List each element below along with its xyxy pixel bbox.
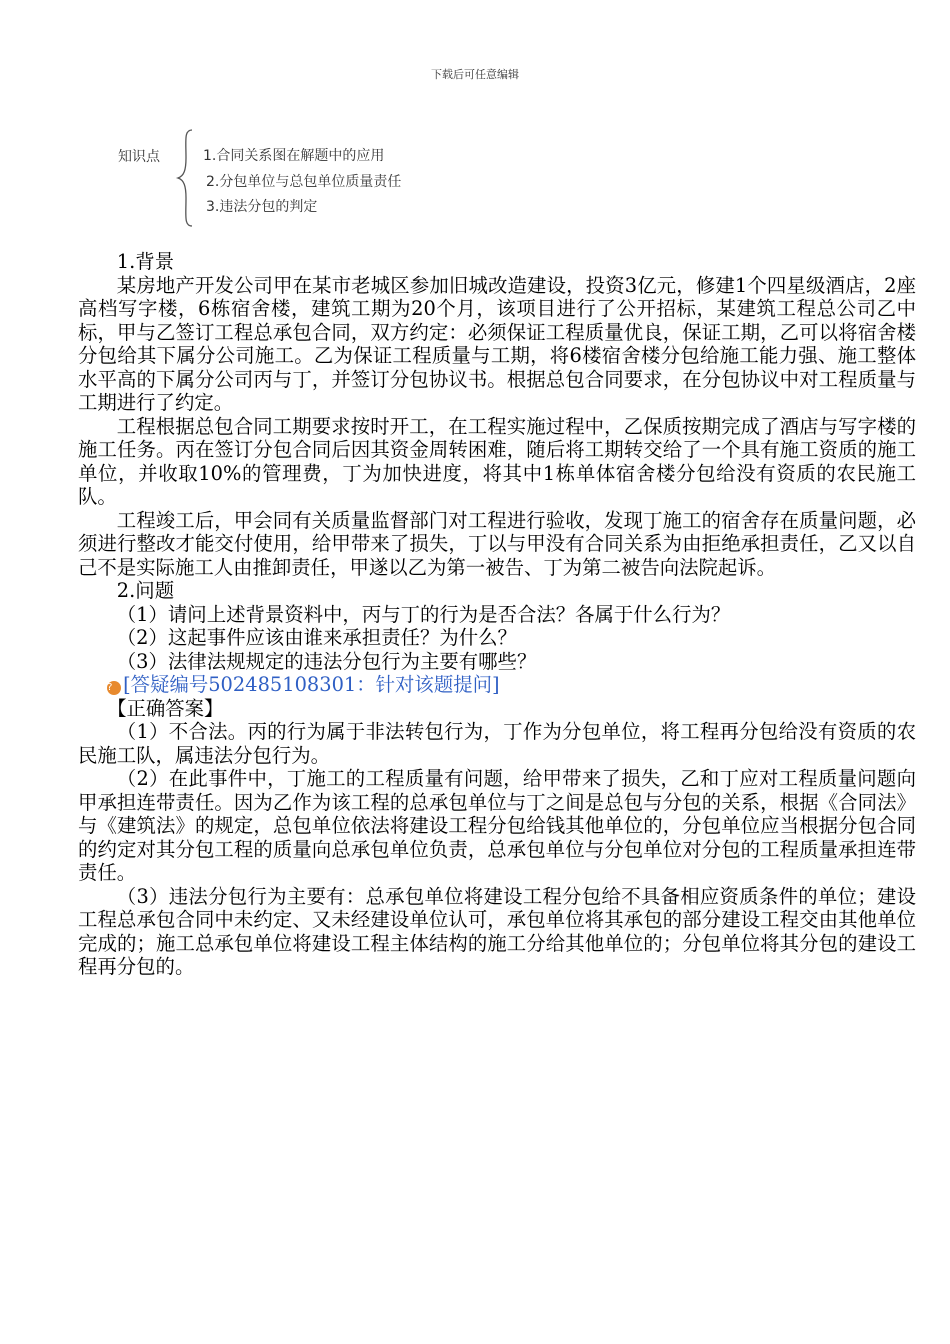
background-paragraph: 工程根据总包合同工期要求按时开工，在工程实施过程中，乙保质按期完成了酒店与写字楼的施工任务。丙在签订分包合同后因其资金周转困难，随后将工期转交给了一个具有施工资质的施工单位，并收取10%的管理费，丁为加快进度，将其中1栋单体宿舍楼分包给没有资质的农民施工队。 — [78, 414, 916, 508]
background-heading: 1.背景 — [116, 250, 175, 273]
knowledge-point-item: 3.违法分包的判定 — [206, 199, 318, 215]
background-paragraph: 工程竣工后，甲会同有关质量监督部门对工程进行验收，发现丁施工的宿舍存在质量问题，必须进行整改才能交付使用，给甲带来了损失，丁以与甲没有合同关系为由拒绝承担责任，乙又以自己不是实际施工人由推卸责任，甲遂以乙为第一被告、丁为第二被告向法院起诉。 — [78, 508, 916, 579]
answer-heading: 【正确答案】 — [107, 696, 224, 720]
question-item: （3）法律法规规定的违法分包行为主要有哪些？ — [116, 649, 537, 673]
page-header-note: 下载后可任意编辑 — [431, 68, 519, 81]
question-circle-icon: ? — [107, 681, 121, 695]
background-paragraph: 某房地产开发公司甲在某市老城区参加旧城改造建设，投资3亿元，修建1个四星级酒店，2座高档写字楼，6栋宿舍楼，建筑工期为20个月，该项目进行了公开招标，某建筑工程总公司乙中标，甲与乙签订工程总承包合同，双方约定：必须保证工程质量优良，保证工期，乙可以将宿舍楼分包给其下属分公司施工。乙为保证工程质量与工期，将6楼宿舍楼分包给施工能力强、施工整体水平高的下属分公司丙与丁，并签订分包协议书。根据总包合同要求，在分包协议中对工程质量与工期进行了约定。 — [78, 273, 916, 414]
curly-brace-icon — [175, 128, 195, 228]
answer-paragraph: （1）不合法。丙的行为属于非法转包行为，丁作为分包单位，将工程再分包给没有资质的农民施工队，属违法分包行为。 — [78, 720, 916, 767]
knowledge-points-list — [203, 144, 401, 221]
knowledge-points-label: 知识点 — [118, 149, 160, 165]
knowledge-point-item: 2.分包单位与总包单位质量责任 — [206, 173, 402, 190]
question-item: （1）请问上述背景资料中，丙与丁的行为是否合法？各属于什么行为？ — [116, 602, 731, 626]
questions-heading: 2.问题 — [116, 579, 175, 602]
answer-paragraph: （2）在此事件中，丁施工的工程质量有问题，给甲带来了损失，乙和丁应对工程质量问题向甲承担连带责任。因为乙作为该工程的总承包单位与丁之间是总包与分包的关系，根据《合同法》与《建筑法》的规定，总包单位依法将建设工程分包给钱其他单位的，分包单位应当根据分包合同的约定对其分包工程的质量向总承包单位负责，总承包单位与分包单位对分包的工程质量承担连带责任。 — [78, 767, 916, 884]
main-content — [78, 250, 916, 979]
knowledge-point-item: 1.合同关系图在解题中的应用 — [203, 148, 385, 164]
question-item: （2）这起事件应该由谁来承担责任？为什么？ — [116, 626, 517, 649]
answer-paragraph: （3）违法分包行为主要有：总承包单位将建设工程分包给不具备相应资质条件的单位；建设工程总承包合同中未约定、又未经建设单位认可，承包单位将其承包的部分建设工程交由其他单位完成的；施工总承包单位将建设工程主体结构的施工分给其他单位的；分包单位将其分包的建设工程再分包的。 — [78, 884, 916, 978]
ask-question-link-text[interactable]: [答疑编号502485108301：针对该题提问] — [123, 673, 500, 696]
ask-question-link[interactable] — [78, 673, 916, 697]
